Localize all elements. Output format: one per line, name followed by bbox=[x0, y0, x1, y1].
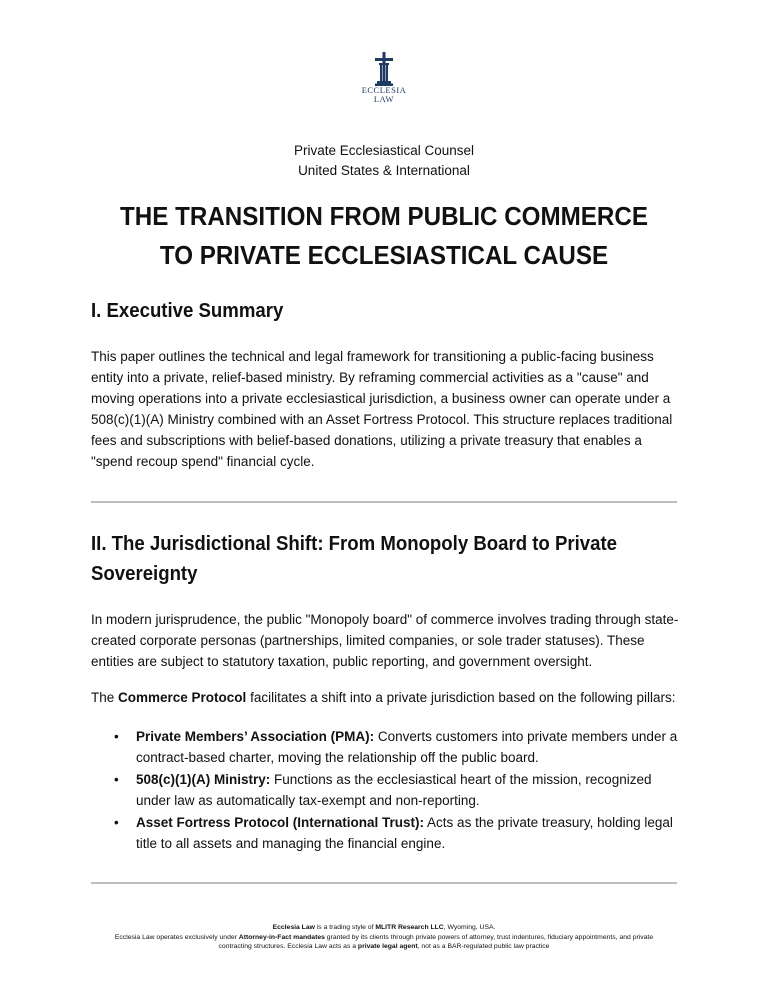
pillar-term: Private Members’ Association (PMA): bbox=[136, 729, 375, 744]
footer-line-2 bbox=[0, 933, 768, 943]
pillars-list bbox=[91, 726, 681, 855]
bullet-icon: • bbox=[114, 729, 119, 744]
ecclesia-law-logo bbox=[360, 52, 408, 104]
footer-agent: private legal agent bbox=[357, 943, 418, 950]
org-line-2: United States & International bbox=[298, 163, 470, 178]
logo-name: ECCLESIA bbox=[361, 85, 407, 95]
section-1-heading: I. Executive Summary bbox=[91, 300, 284, 322]
footer-line-1 bbox=[0, 923, 768, 933]
pillar-text: Converts customers into private members under a contract-based charter, moving the relationship off the public board. bbox=[136, 729, 678, 765]
list-item bbox=[91, 726, 681, 768]
title-line-1: THE TRANSITION FROM PUBLIC COMMERCE bbox=[120, 201, 648, 231]
footer-text: contracting structures. Ecclesia Law acts as a bbox=[218, 943, 358, 950]
footer-text: , not as a BAR-regulated public law practice bbox=[417, 943, 550, 950]
footer-company: MLITR Research LLC bbox=[375, 924, 444, 931]
paragraph-text: The bbox=[91, 690, 119, 705]
pillar-cross-icon bbox=[371, 52, 397, 86]
footer-text: granted by its clients through private powers of attorney, trust indentures, fiduciary appointments, and private bbox=[324, 933, 654, 941]
footer-divider bbox=[91, 882, 677, 884]
footer-text: , Wyoming, USA. bbox=[443, 924, 496, 931]
commerce-protocol-paragraph bbox=[91, 687, 681, 708]
bullet-icon: • bbox=[114, 772, 119, 787]
footer-brand: Ecclesia Law bbox=[272, 924, 315, 931]
footer-mandate: Attorney-in-Fact mandates bbox=[238, 933, 325, 941]
paragraph-text: facilitates a shift into a private jurisdiction based on the following pillars: bbox=[246, 690, 676, 705]
org-header bbox=[0, 141, 768, 181]
document-title bbox=[27, 197, 741, 275]
logo-subname: LAW bbox=[373, 94, 395, 104]
pillar-text: Functions as the ecclesiastical heart of the mission, recognized under law as automatically tax-exempt and non-reporting. bbox=[136, 772, 652, 808]
jurisdiction-paragraph: In modern jurisprudence, the public "Monopoly board" of commerce involves trading through state-created corporate personas (partnerships, limited companies, or sole trader statuses). These entities are subject to statutory taxation, public reporting, and government oversight. bbox=[91, 612, 679, 669]
pillar-term: 508(c)(1)(A) Ministry: bbox=[136, 772, 271, 787]
footer-text: is a trading style of bbox=[314, 924, 376, 931]
pillar-term: Asset Fortress Protocol (International Trust): bbox=[136, 815, 425, 830]
list-item bbox=[91, 812, 681, 854]
title-line-2: TO PRIVATE ECCLESIASTICAL CAUSE bbox=[159, 240, 609, 270]
commerce-protocol-term: Commerce Protocol bbox=[118, 690, 247, 705]
footer-line-3 bbox=[0, 942, 768, 952]
org-line-1: Private Ecclesiastical Counsel bbox=[293, 143, 475, 158]
footer bbox=[0, 923, 768, 952]
footer-text: Ecclesia Law operates exclusively under bbox=[114, 933, 239, 941]
bullet-icon: • bbox=[114, 815, 119, 830]
section-2-heading: II. The Jurisdictional Shift: From Monopoly Board to Private Sovereignty bbox=[91, 533, 618, 585]
pillar-text: Acts as the private treasury, holding legal title to all assets and managing the financial engine. bbox=[136, 815, 673, 851]
executive-summary-paragraph: This paper outlines the technical and legal framework for transitioning a public-facing business entity into a private, relief-based ministry. By reframing commercial activities as a "cause" and moving operations into a private ecclesiastical jurisdiction, a business owner can operate under a 508(c)(1)(A) Ministry combined with an Asset Fortress Protocol. This structure replaces traditional fees and subscriptions with belief-based donations, utilizing a private treasury that enables a "spend recoup spend" financial cycle. bbox=[91, 349, 673, 469]
list-item bbox=[91, 769, 681, 811]
section-divider bbox=[91, 501, 677, 503]
